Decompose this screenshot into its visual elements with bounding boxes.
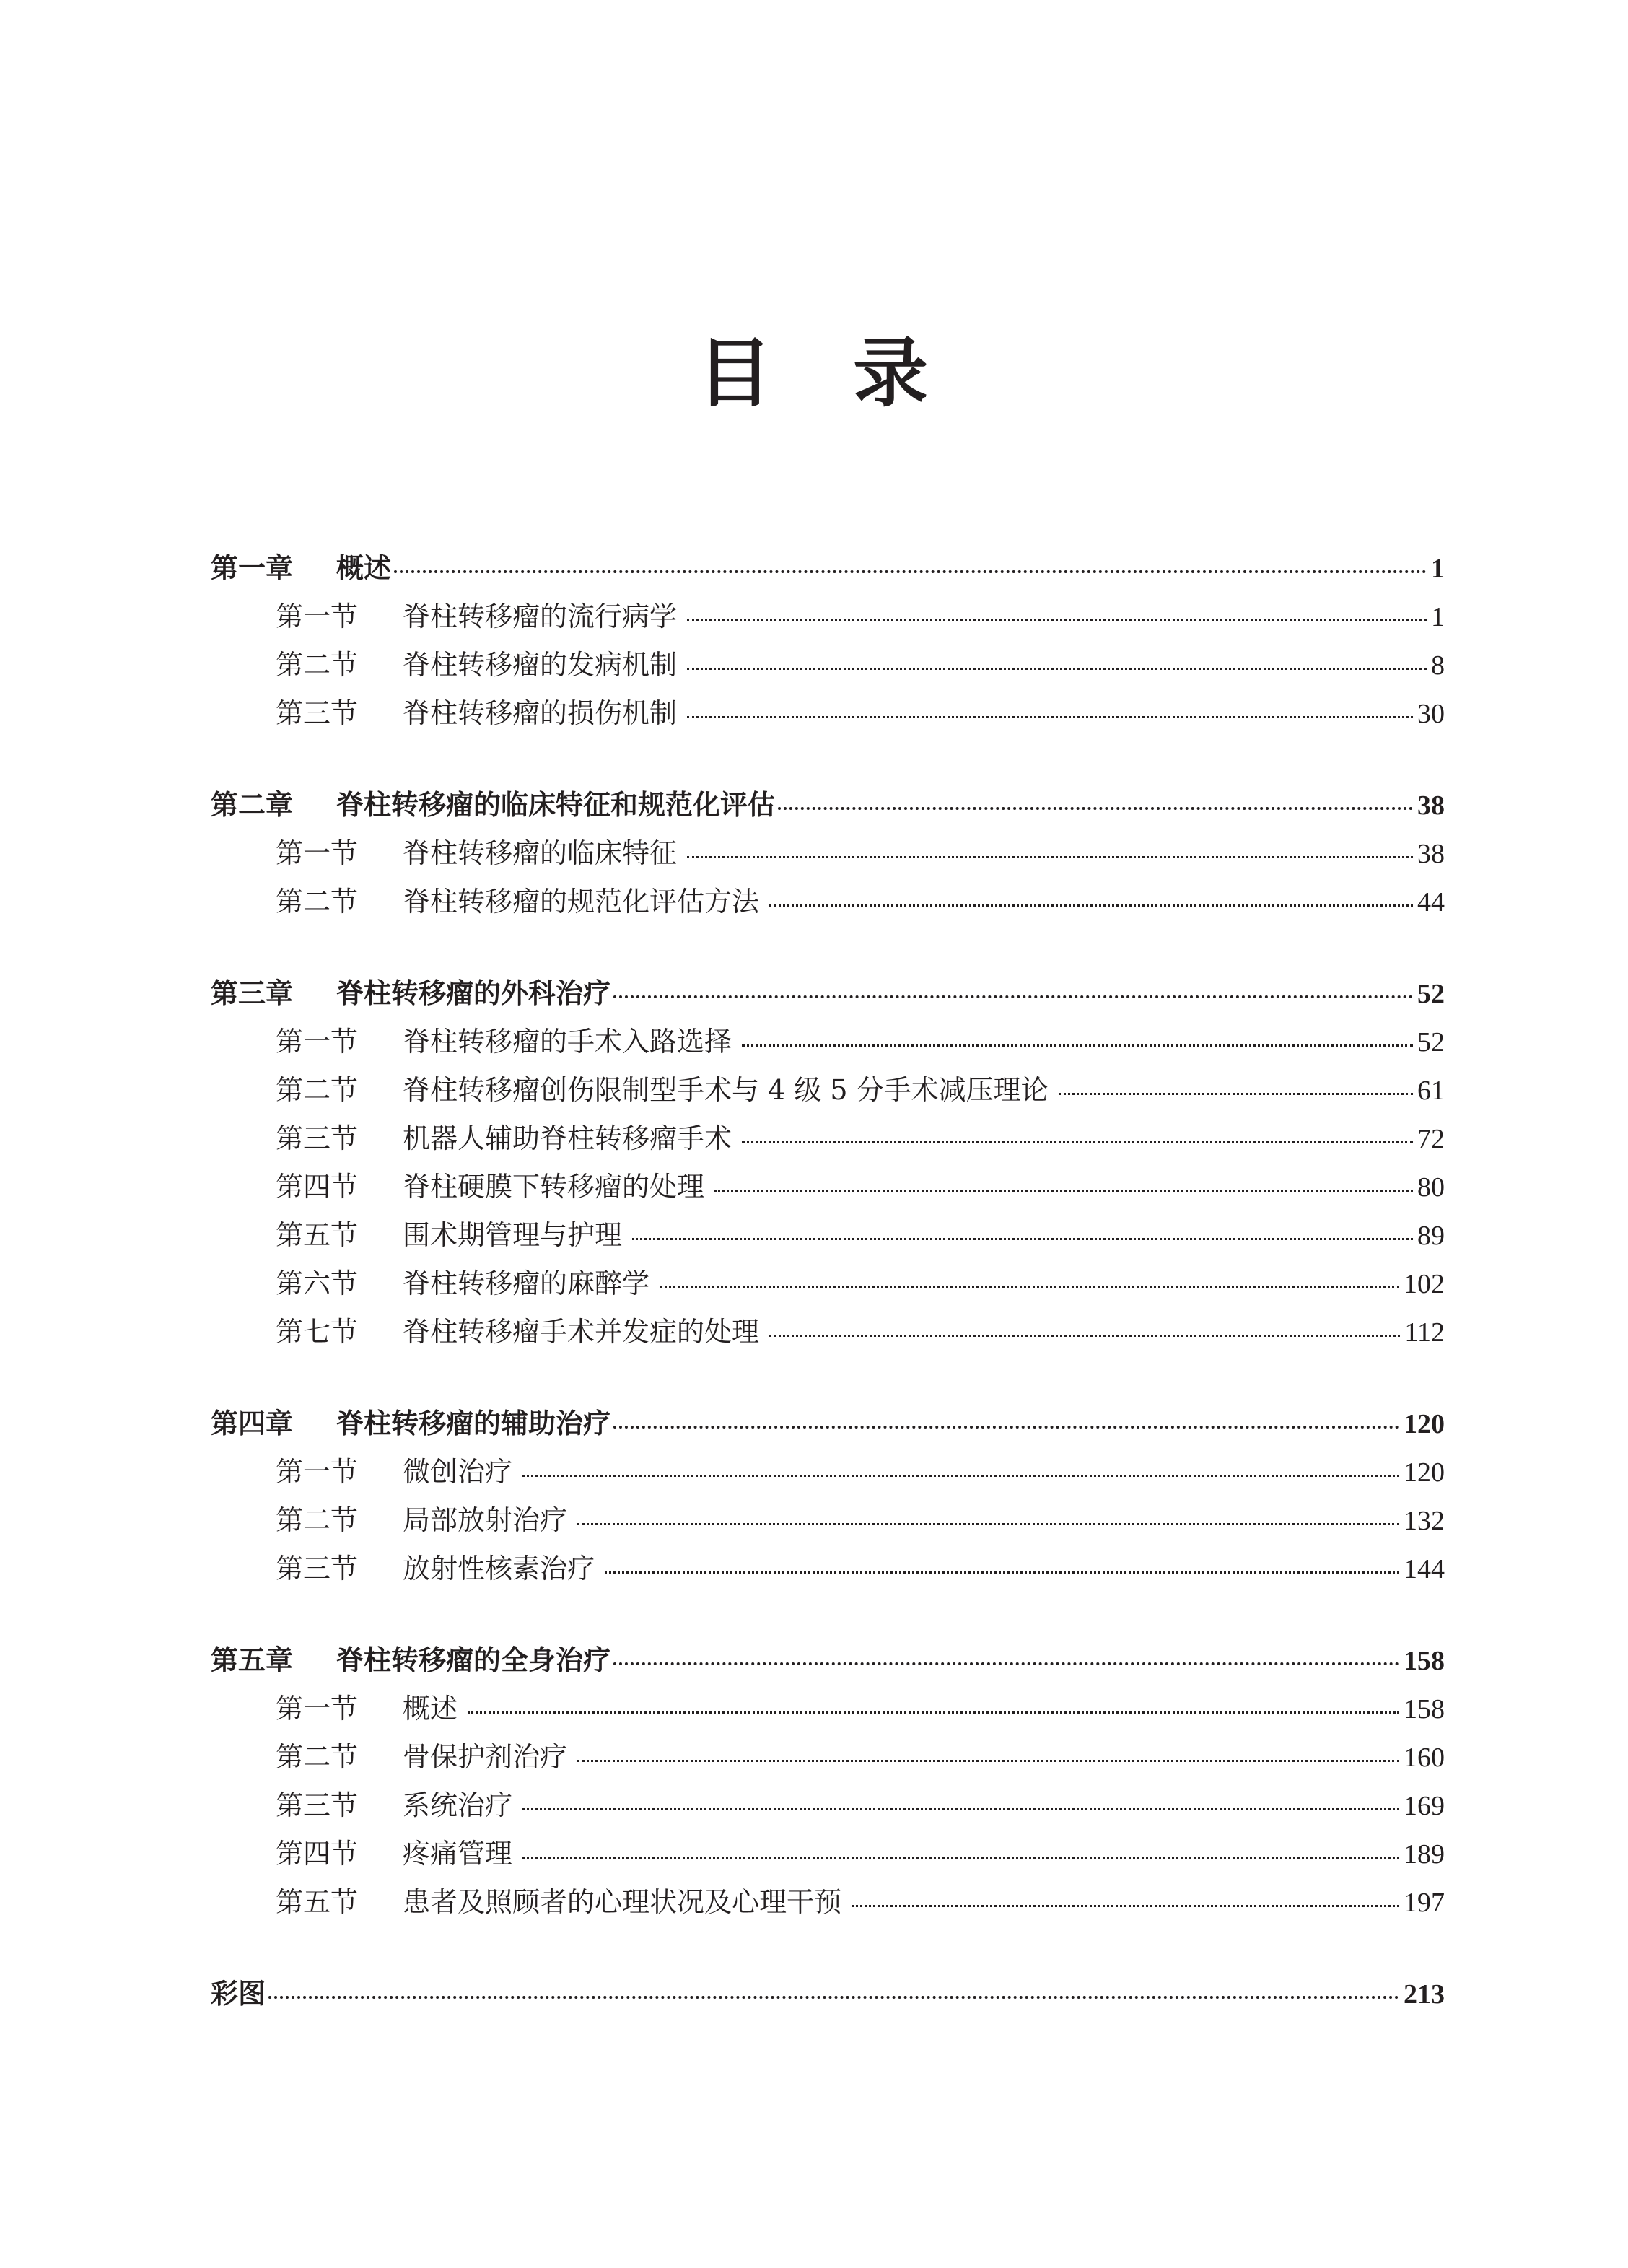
leader-dots bbox=[522, 1461, 1399, 1477]
leader-dots bbox=[577, 1746, 1399, 1762]
leader-dots bbox=[613, 1649, 1399, 1665]
section-number: 第二节 bbox=[276, 886, 359, 917]
leader-dots bbox=[687, 702, 1413, 718]
section-title: 疼痛管理 bbox=[403, 1838, 513, 1870]
section-page-number: 52 bbox=[1417, 1027, 1445, 1057]
section-title: 微创治疗 bbox=[403, 1456, 513, 1488]
section-title: 骨保护剂治疗 bbox=[403, 1741, 568, 1773]
chapter-title: 脊柱转移瘤的全身治疗 bbox=[336, 1644, 611, 1676]
section-page-number: 102 bbox=[1404, 1269, 1445, 1299]
section-number: 第三节 bbox=[276, 1122, 359, 1154]
toc-chapter-entry[interactable] bbox=[211, 969, 1445, 1018]
leader-dots bbox=[613, 1412, 1399, 1429]
leader-dots bbox=[778, 793, 1413, 810]
leader-dots bbox=[660, 1273, 1399, 1288]
section-title: 机器人辅助脊柱转移瘤手术 bbox=[403, 1122, 732, 1154]
chapter-page-number: 52 bbox=[1417, 979, 1445, 1009]
chapter-title: 脊柱转移瘤的临床特征和规范化评估 bbox=[336, 789, 776, 821]
toc-chapter-block bbox=[211, 544, 1445, 738]
section-title: 脊柱转移瘤的临床特征 bbox=[403, 837, 678, 869]
section-page-number: 197 bbox=[1404, 1888, 1445, 1918]
section-title: 脊柱转移瘤的规范化评估方法 bbox=[403, 886, 760, 917]
section-page-number: 80 bbox=[1417, 1172, 1445, 1203]
leader-dots bbox=[613, 982, 1413, 998]
chapter-title: 概述 bbox=[336, 552, 392, 584]
toc-section-entry[interactable] bbox=[211, 689, 1445, 738]
section-number: 第二节 bbox=[276, 649, 359, 681]
section-number: 第一节 bbox=[276, 1456, 359, 1488]
toc-appendix-entry[interactable] bbox=[211, 1970, 1445, 2018]
toc-section-entry[interactable] bbox=[211, 829, 1445, 878]
toc-chapter-entry[interactable] bbox=[211, 1636, 1445, 1685]
section-page-number: 89 bbox=[1417, 1221, 1445, 1251]
toc-section-entry[interactable] bbox=[211, 1018, 1445, 1066]
toc-section-entry[interactable] bbox=[211, 1163, 1445, 1211]
section-title: 患者及照顾者的心理状况及心理干预 bbox=[403, 1886, 842, 1918]
toc-chapter-block bbox=[211, 1400, 1445, 1593]
section-title: 系统治疗 bbox=[403, 1789, 513, 1821]
leader-dots bbox=[714, 1176, 1413, 1192]
section-number: 第六节 bbox=[276, 1268, 359, 1299]
section-number: 第四节 bbox=[276, 1171, 359, 1203]
chapter-number: 第五章 bbox=[211, 1644, 294, 1676]
toc-section-entry[interactable] bbox=[211, 1545, 1445, 1593]
chapter-number: 第四章 bbox=[211, 1408, 294, 1439]
chapter-page-number: 158 bbox=[1404, 1646, 1445, 1676]
leader-dots bbox=[577, 1509, 1399, 1525]
appendix-page-number: 213 bbox=[1404, 1979, 1445, 2010]
leader-dots bbox=[742, 1031, 1413, 1047]
toc-section-entry[interactable] bbox=[211, 878, 1445, 926]
toc-section-entry[interactable] bbox=[211, 1066, 1445, 1115]
section-page-number: 189 bbox=[1404, 1839, 1445, 1870]
section-number: 第三节 bbox=[276, 1789, 359, 1821]
chapter-page-number: 38 bbox=[1417, 790, 1445, 821]
toc-chapter-entry[interactable] bbox=[211, 781, 1445, 829]
section-number: 第二节 bbox=[276, 1074, 359, 1106]
chapter-number: 第一章 bbox=[211, 552, 294, 584]
chapter-title: 脊柱转移瘤的外科治疗 bbox=[336, 977, 611, 1009]
leader-dots bbox=[468, 1698, 1399, 1714]
section-page-number: 132 bbox=[1404, 1506, 1445, 1536]
chapter-title: 脊柱转移瘤的辅助治疗 bbox=[336, 1408, 611, 1439]
section-title: 脊柱转移瘤的损伤机制 bbox=[403, 697, 678, 729]
section-page-number: 112 bbox=[1404, 1317, 1445, 1348]
section-number: 第二节 bbox=[276, 1741, 359, 1773]
toc-section-entry[interactable] bbox=[211, 1685, 1445, 1733]
toc-appendix-block bbox=[211, 1970, 1445, 2018]
appendix-title: 彩图 bbox=[211, 1978, 266, 2010]
leader-dots bbox=[687, 606, 1427, 621]
toc-chapter-entry[interactable] bbox=[211, 544, 1445, 593]
section-page-number: 169 bbox=[1404, 1791, 1445, 1821]
section-page-number: 120 bbox=[1404, 1457, 1445, 1488]
chapter-number: 第三章 bbox=[211, 977, 294, 1009]
toc-section-entry[interactable] bbox=[211, 593, 1445, 641]
section-page-number: 38 bbox=[1417, 839, 1445, 869]
section-page-number: 1 bbox=[1431, 602, 1445, 632]
section-title: 概述 bbox=[403, 1693, 458, 1724]
chapter-number: 第二章 bbox=[211, 789, 294, 821]
section-number: 第一节 bbox=[276, 837, 359, 869]
leader-dots bbox=[394, 557, 1427, 573]
section-number: 第一节 bbox=[276, 1693, 359, 1724]
leader-dots bbox=[687, 654, 1427, 670]
leader-dots bbox=[268, 1982, 1399, 1999]
leader-dots bbox=[1059, 1079, 1413, 1095]
toc-section-entry[interactable] bbox=[211, 1878, 1445, 1927]
section-number: 第一节 bbox=[276, 1026, 359, 1057]
section-number: 第二节 bbox=[276, 1504, 359, 1536]
leader-dots bbox=[632, 1224, 1413, 1240]
section-page-number: 8 bbox=[1431, 650, 1445, 681]
section-title: 脊柱转移瘤的手术入路选择 bbox=[403, 1026, 732, 1057]
section-title: 局部放射治疗 bbox=[403, 1504, 568, 1536]
toc-chapter-block bbox=[211, 781, 1445, 926]
section-number: 第五节 bbox=[276, 1219, 359, 1251]
section-page-number: 72 bbox=[1417, 1124, 1445, 1154]
toc-chapter-entry[interactable] bbox=[211, 1400, 1445, 1448]
leader-dots bbox=[852, 1891, 1399, 1907]
leader-dots bbox=[769, 891, 1413, 907]
section-number: 第一节 bbox=[276, 601, 359, 632]
leader-dots bbox=[687, 842, 1413, 858]
toc-section-entry[interactable] bbox=[211, 1260, 1445, 1308]
toc-chapter-block bbox=[211, 969, 1445, 1356]
page-title: 目 录 bbox=[696, 329, 931, 417]
section-page-number: 44 bbox=[1417, 887, 1445, 917]
section-page-number: 30 bbox=[1417, 699, 1445, 729]
section-title: 脊柱转移瘤的发病机制 bbox=[403, 649, 678, 681]
chapter-page-number: 120 bbox=[1404, 1409, 1445, 1439]
toc-section-entry[interactable] bbox=[211, 1830, 1445, 1878]
leader-dots bbox=[769, 1321, 1400, 1337]
section-number: 第三节 bbox=[276, 697, 359, 729]
toc-section-entry[interactable] bbox=[211, 1211, 1445, 1260]
toc-section-entry[interactable] bbox=[211, 641, 1445, 689]
section-page-number: 158 bbox=[1404, 1694, 1445, 1724]
toc-chapter-block bbox=[211, 1636, 1445, 1927]
section-number: 第七节 bbox=[276, 1316, 359, 1348]
leader-dots bbox=[522, 1843, 1399, 1859]
leader-dots bbox=[522, 1794, 1399, 1810]
section-number: 第三节 bbox=[276, 1553, 359, 1584]
section-page-number: 160 bbox=[1404, 1743, 1445, 1773]
toc-section-entry[interactable] bbox=[211, 1496, 1445, 1545]
chapter-page-number: 1 bbox=[1431, 554, 1445, 584]
section-number: 第四节 bbox=[276, 1838, 359, 1870]
toc-section-entry[interactable] bbox=[211, 1781, 1445, 1830]
section-title: 脊柱转移瘤的麻醉学 bbox=[403, 1268, 650, 1299]
section-title: 脊柱硬膜下转移瘤的处理 bbox=[403, 1171, 705, 1203]
leader-dots bbox=[742, 1128, 1413, 1143]
toc-section-entry[interactable] bbox=[211, 1448, 1445, 1496]
table-of-contents bbox=[211, 544, 1445, 2018]
section-page-number: 61 bbox=[1417, 1076, 1445, 1106]
toc-section-entry[interactable] bbox=[211, 1733, 1445, 1781]
toc-section-entry[interactable] bbox=[211, 1308, 1445, 1356]
section-title: 脊柱转移瘤的流行病学 bbox=[403, 601, 678, 632]
section-title: 脊柱转移瘤手术并发症的处理 bbox=[403, 1316, 760, 1348]
section-title: 脊柱转移瘤创伤限制型手术与 4 级 5 分手术减压理论 bbox=[403, 1074, 1049, 1106]
section-number: 第五节 bbox=[276, 1886, 359, 1918]
section-title: 放射性核素治疗 bbox=[403, 1553, 595, 1584]
toc-section-entry[interactable] bbox=[211, 1115, 1445, 1163]
section-page-number: 144 bbox=[1404, 1554, 1445, 1584]
leader-dots bbox=[605, 1558, 1399, 1574]
section-title: 围术期管理与护理 bbox=[403, 1219, 623, 1251]
